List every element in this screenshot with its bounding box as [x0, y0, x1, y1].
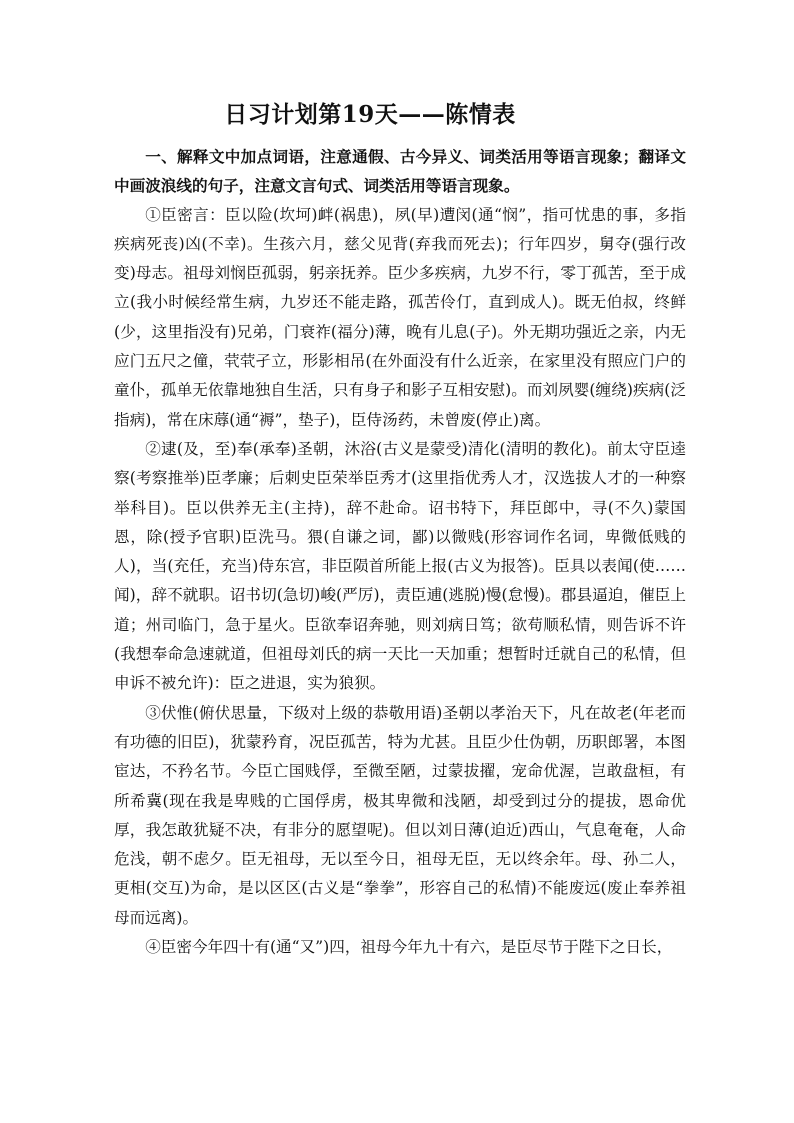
paragraph-1: ①臣密言：臣以险(坎坷)衅(祸患)，夙(早)遭闵(通“悯”，指可忧患的事，多指疾病死丧)凶(不幸)。生孩六月，慈父见背(弃我而死去)；行年四岁，舅夺(强行改变)母志。祖母刘悯臣孤弱，躬亲抚养。臣少多疾病，九岁不行，零丁孤苦，至于成立(我小时候经常生病，九岁还不能走路，孤苦伶仃，直到成人)。既无伯叔，终鲜(少，这里指没有)兄弟，门衰祚(福分)薄，晚有儿息(子)。外无期功强近之亲，内无应门五尺之僮，茕茕孑立，形影相吊(在外面没有什么近亲，在家里没有照应门户的童仆，孤单无依靠地独自生活，只有身子和影子互相安慰)。而刘夙婴(缠绕)疾病(泛指病)，常在床蓐(通“褥”，垫子)，臣侍汤药，未曾废(停止)离。	[114, 205, 686, 429]
page-title: 日习计划第19天——陈情表	[224, 101, 516, 128]
paragraph-2: ②逮(及，至)奉(承奉)圣朝，沐浴(古义是蒙受)清化(清明的教化)。前太守臣逵察(考察推举)臣孝廉；后刺史臣荣举臣秀才(这里指优秀人才，汉选拔人才的一种察举科目)。臣以供养无主(主持)，辞不赴命。诏书特下，拜臣郎中，寻(不久)蒙国恩，除(授予官职)臣洗马。猥(自谦之词，鄙)以微贱(形容词作名词，卑微低贱的人)，当(充任，充当)侍东宫，非臣陨首所能上报(古义为报答)。臣具以表闻(使……闻)，辞不就职。诏书切(急切)峻(严厉)，责臣逋(逃脱)慢(怠慢)。郡县逼迫，催臣上道；州司临门，急于星火。臣欲奉诏奔驰，则刘病日笃；欲苟顺私情，则告诉不许(我想奉命急速就道，但祖母刘氏的病一天比一天加重；想暂时迁就自己的私情，但申诉不被允许)：臣之进退，实为狼狈。	[114, 439, 686, 693]
instruction-text: 一、解释文中加点词语，注意通假、古今异义、词类活用等语言现象；翻译文中画波浪线的句子，注意文言句式、词类活用等语言现象。	[114, 147, 686, 196]
paragraph-4: ④臣密今年四十有(通“又”)四，祖母今年九十有六，是臣尽节于陛下之日长，	[145, 938, 673, 957]
paragraph-3: ③伏惟(俯伏思量，下级对上级的恭敬用语)圣朝以孝治天下，凡在故老(年老而有功德的旧臣)，犹蒙矜育，况臣孤苦，特为尤甚。且臣少仕伪朝，历职郎署，本图宦达，不矜名节。今臣亡国贱俘，至微至陋，过蒙拔擢，宠命优渥，岂敢盘桓，有所希冀(现在我是卑贱的亡国俘虏，极其卑微和浅陋，却受到过分的提拔，恩命优厚，我怎敢犹疑不决，有非分的愿望呢)。但以刘日薄(迫近)西山，气息奄奄，人命危浅，朝不虑夕。臣无祖母，无以至今日，祖母无臣，无以终余年。母、孙二人，更相(交互)为命，是以区区(古义是“拳拳”，形容自己的私情)不能废远(废止奉养祖母而远离)。	[114, 703, 686, 927]
document-body	[114, 142, 686, 962]
